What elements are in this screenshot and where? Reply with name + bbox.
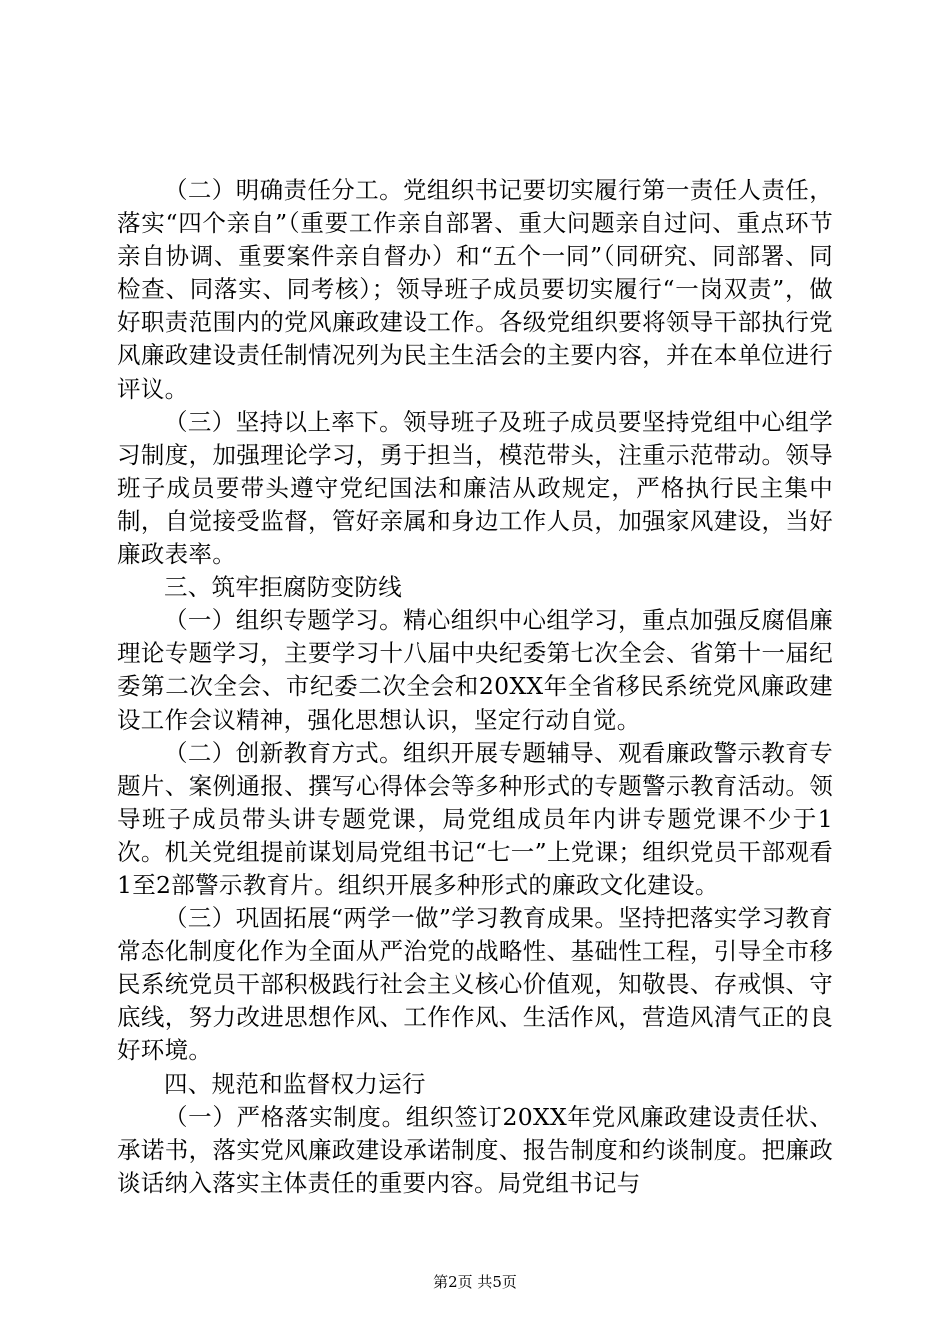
paragraph-topic-study: （一）组织专题学习。精心组织中心组学习，重点加强反腐倡廉理论专题学习，主要学习十八届中央纪委第七次全会、省第十一届纪委第二次全会、市纪委二次全会和20XX年全省移民系统党风廉政建设工作会议精神，强化思想认识，坚定行动自觉。 xyxy=(117,606,833,734)
paragraph-clarify-responsibilities: （二）明确责任分工。党组织书记要切实履行第一责任人责任，落实“四个亲自”（重要工作亲自部署、重大问题亲自过问、重点环节亲自协调、重要案件亲自督办）和“五个一同”（同研究、同部署、同检查、同落实、同考核）；领导班子成员要切实履行“一岗双责”，做好职责范围内的党风廉政建设工作。各级党组织要将领导干部执行党风廉政建设责任制情况列为民主生活会的主要内容，并在本单位进行评议。 xyxy=(117,176,833,403)
section-heading-4: 四、规范和监督权力运行 xyxy=(164,1069,426,1098)
paragraph-two-studies-one-action: （三）巩固拓展“两学一做”学习教育成果。坚持把落实学习教育常态化制度化作为全面从严治党的战略性、基础性工程，引导全市移民系统党员干部积极践行社会主义核心价值观，知敬畏、存戒惧、守底线，努力改进思想作风、工作作风、生活作风，营造风清气正的良好环境。 xyxy=(117,904,833,1065)
paragraph-strict-implementation: （一）严格落实制度。组织签订20XX年党风廉政建设责任状、承诺书，落实党风廉政建设承诺制度、报告制度和约谈制度。把廉政谈话纳入落实主体责任的重要内容。局党组书记与 xyxy=(117,1102,833,1197)
document-body xyxy=(117,174,833,1200)
page-footer: 第2页 共5页 xyxy=(433,1273,517,1291)
paragraph-lead-by-example: （三）坚持以上率下。领导班子及班子成员要坚持党组中心组学习制度，加强理论学习，勇于担当，模范带头，注重示范带动。领导班子成员要带头遵守党纪国法和廉洁从政规定，严格执行民主集中制，自觉接受监督，管好亲属和身边工作人员，加强家风建设，当好廉政表率。 xyxy=(117,407,833,569)
section-heading-3: 三、筑牢拒腐防变防线 xyxy=(164,573,402,602)
paragraph-education-methods: （二）创新教育方式。组织开展专题辅导、观看廉政警示教育专题片、案例通报、撰写心得体会等多种形式的专题警示教育活动。领导班子成员带头讲专题党课，局党组成员年内讲专题党课不少于1次。机关党组提前谋划局党组书记“七一”上党课；组织党员干部观看1至2部警示教育片。组织开展多种形式的廉政文化建设。 xyxy=(117,738,833,899)
